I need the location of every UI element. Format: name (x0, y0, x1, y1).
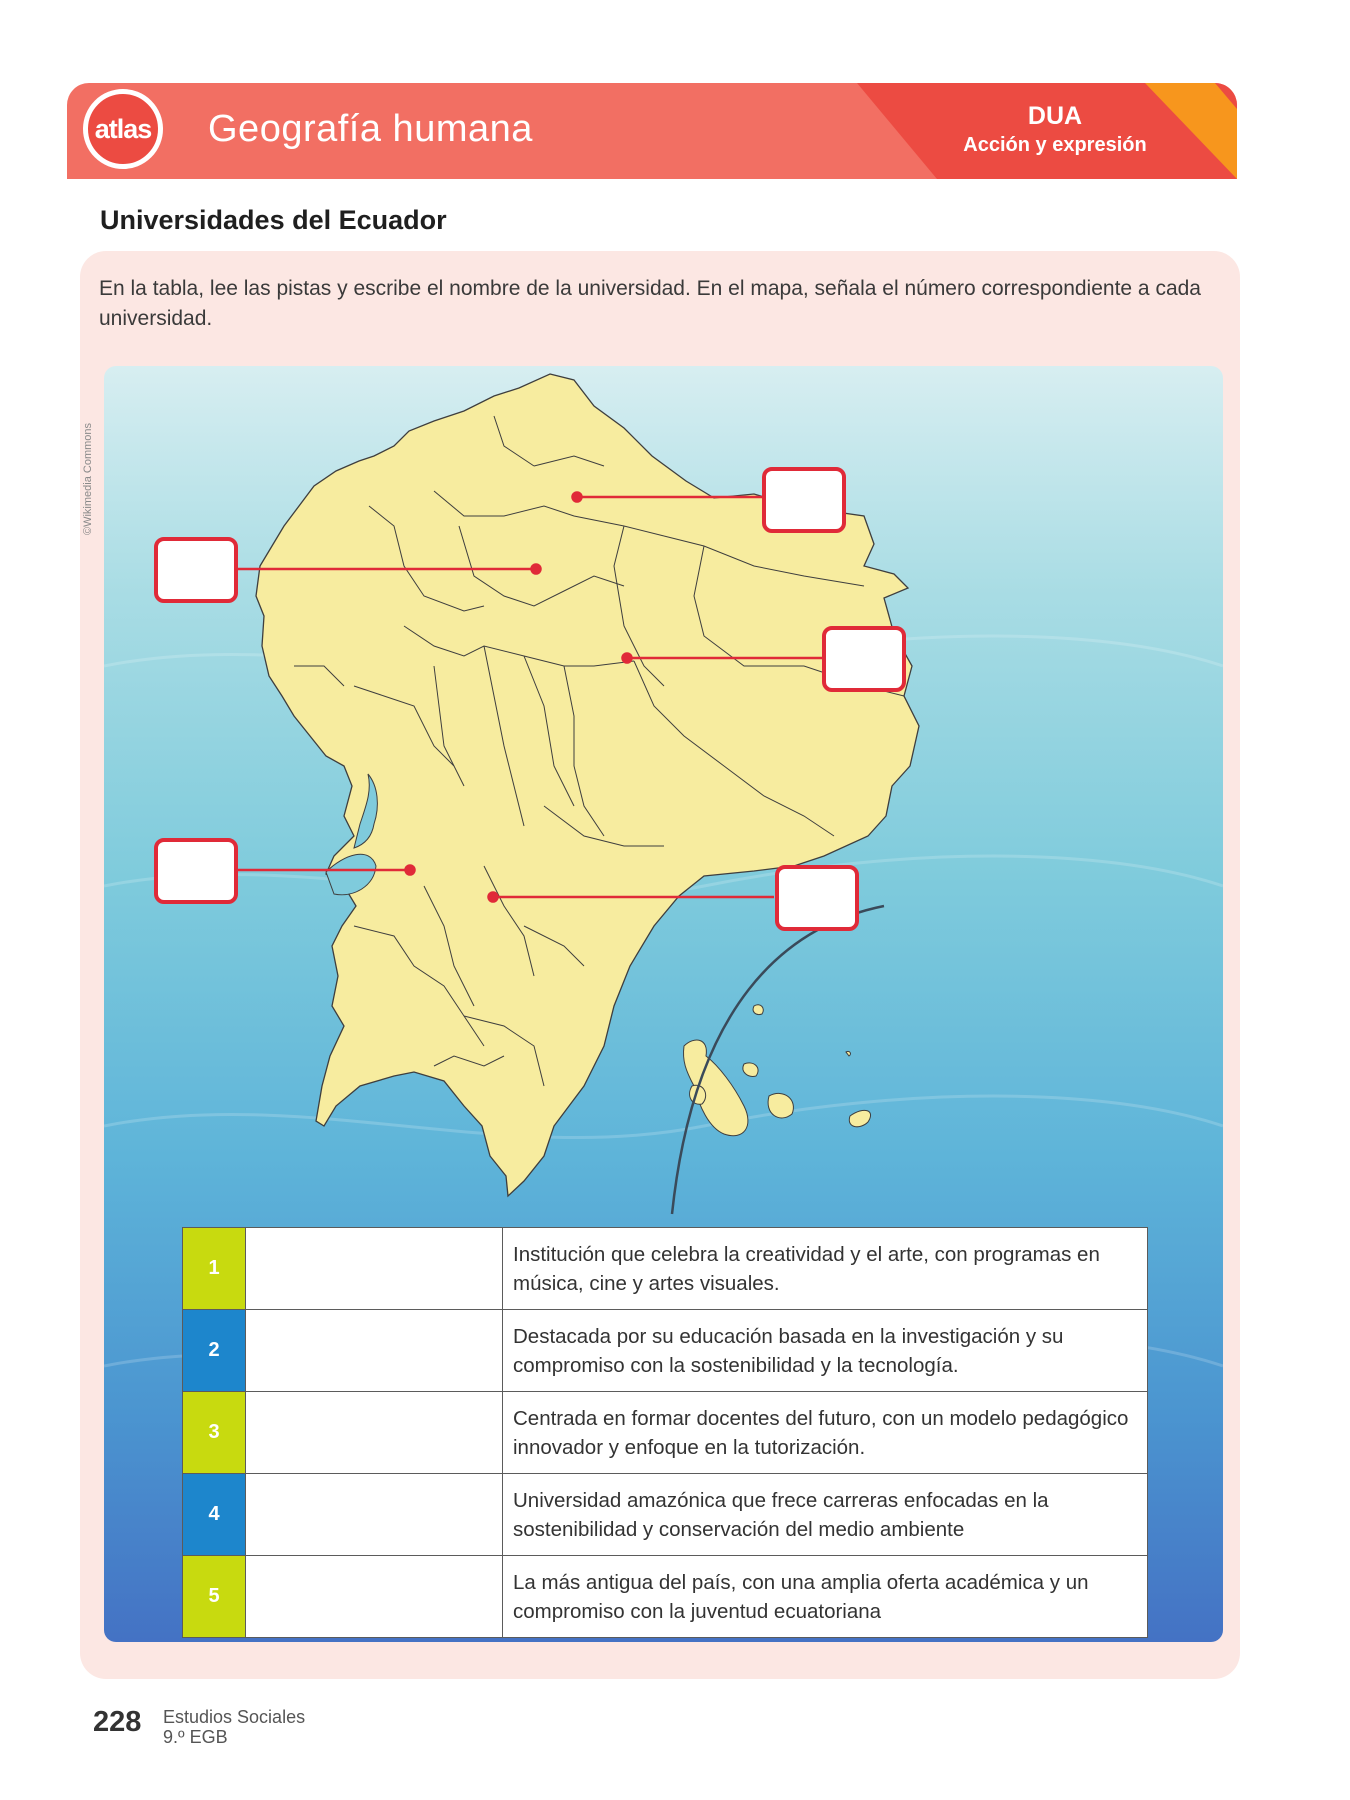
dua-subtitle: Acción y expresión (963, 134, 1147, 156)
page-number: 228 (93, 1706, 142, 1738)
row-number: 3 (183, 1392, 246, 1474)
answer-cell[interactable] (246, 1556, 503, 1638)
row-number: 1 (183, 1228, 246, 1310)
map-label-box (777, 867, 857, 929)
table-row (183, 1310, 1148, 1392)
answer-cell[interactable] (246, 1228, 503, 1310)
answer-cell[interactable] (246, 1310, 503, 1392)
section-title: Universidades del Ecuador (100, 205, 447, 235)
clue-cell: Universidad amazónica que frece carreras enfocadas en la sostenibilidad y conservación del medio ambiente (503, 1474, 1148, 1556)
clue-cell: Centrada en formar docentes del futuro, con un modelo pedagógico innovador y enfoque en la tutorización. (503, 1392, 1148, 1474)
subject-name: Estudios Sociales (163, 1707, 306, 1727)
table-row (183, 1392, 1148, 1474)
universities-table (182, 1227, 1148, 1638)
table-row (183, 1228, 1148, 1310)
map-label-box (156, 539, 236, 601)
row-number: 4 (183, 1474, 246, 1556)
chapter-title: Geografía humana (208, 108, 533, 150)
map-label-box (764, 469, 844, 531)
answer-cell[interactable] (246, 1474, 503, 1556)
answer-cell[interactable] (246, 1392, 503, 1474)
dua-label: DUA (1027, 102, 1083, 130)
footer-subject (163, 1707, 305, 1747)
row-number: 2 (183, 1310, 246, 1392)
map-label-box (156, 840, 236, 902)
clue-cell: La más antigua del país, con una amplia oferta académica y un compromiso con la juventud ecuatoriana (503, 1556, 1148, 1638)
grade-label: 9.º EGB (163, 1727, 228, 1747)
clue-cell: Destacada por su educación basada en la investigación y su compromiso con la sostenibilidad y la tecnología. (503, 1310, 1148, 1392)
map-label-box (824, 628, 904, 690)
atlas-logo (83, 89, 163, 169)
atlas-logo-text: atlas (94, 113, 152, 144)
table-row (183, 1556, 1148, 1638)
row-number: 5 (183, 1556, 246, 1638)
table-row (183, 1474, 1148, 1556)
image-credit: ©Wikimedia Commons (82, 422, 94, 535)
instructions-text: En la tabla, lee las pistas y escribe el nombre de la universidad. En el mapa, señala el número correspondiente a cada universidad. (99, 277, 1201, 330)
clue-cell: Institución que celebra la creatividad y el arte, con programas en música, cine y artes visuales. (503, 1228, 1148, 1310)
